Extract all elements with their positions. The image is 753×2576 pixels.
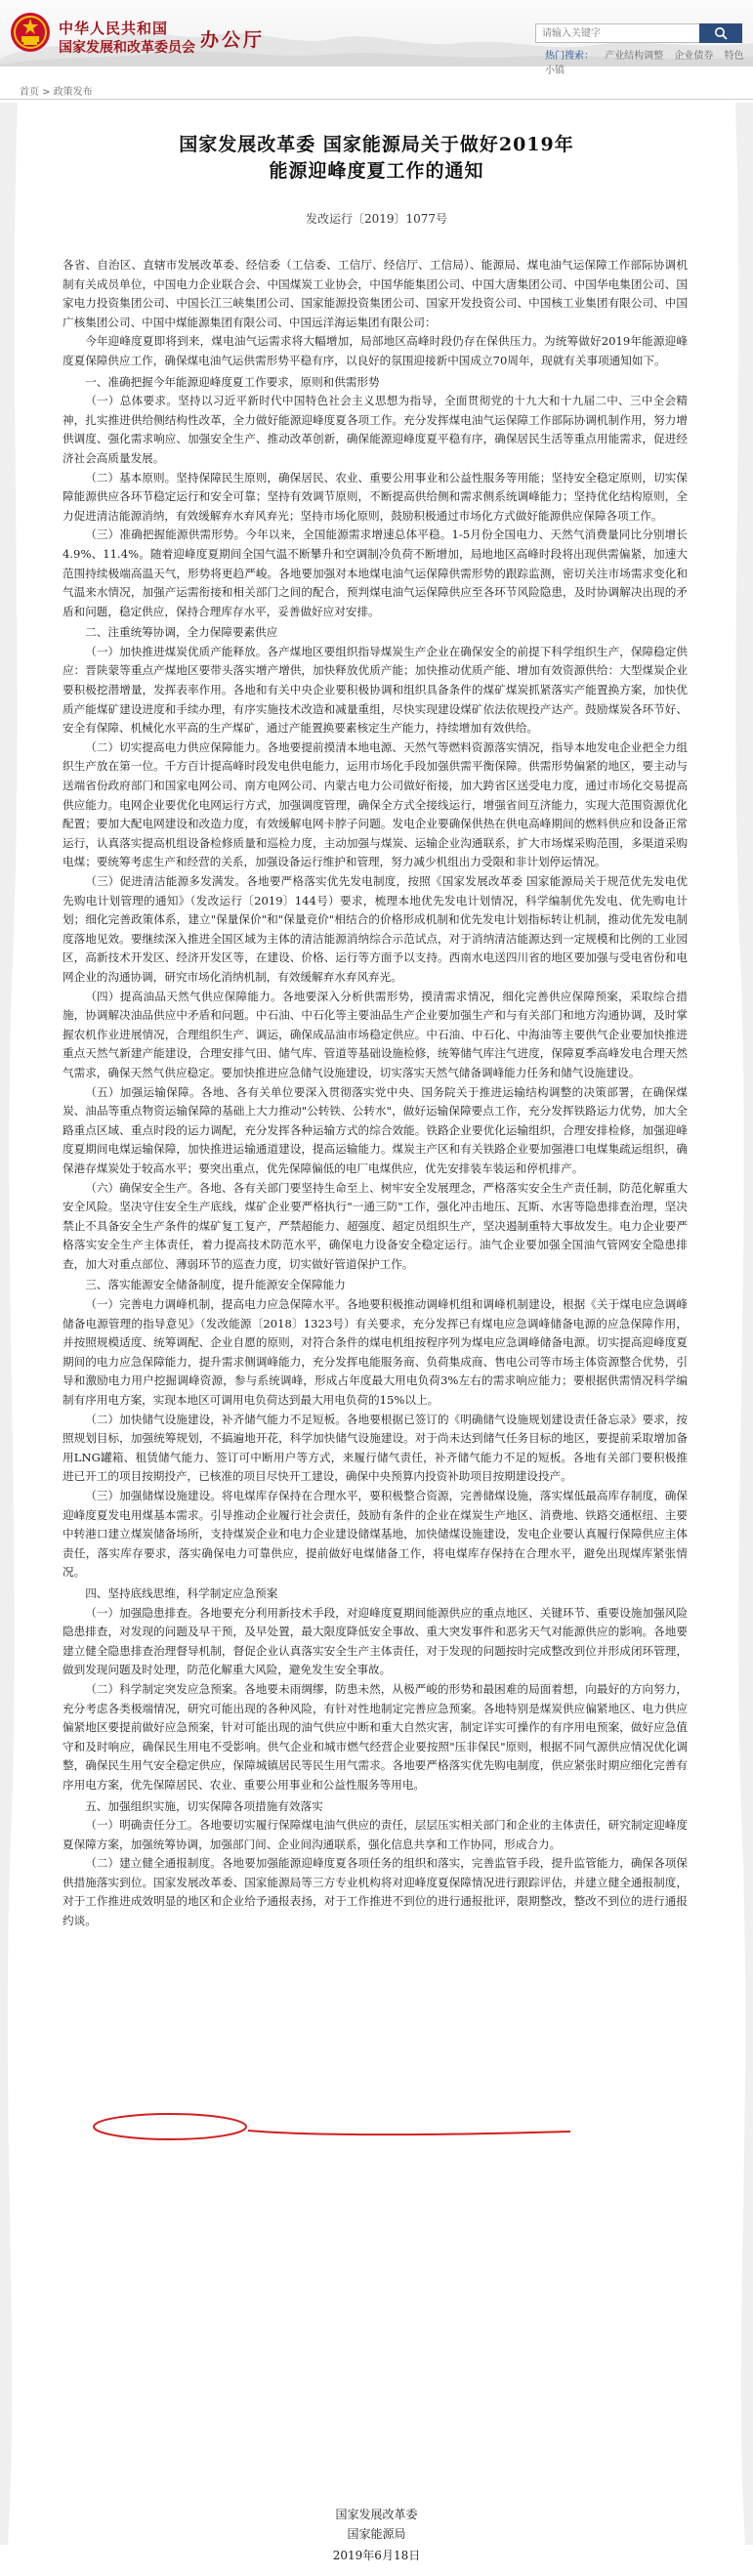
body-paragraph: （一）加强隐患排查。各地要充分利用新技术手段，对迎峰度夏期间能源供应的重点地区、关键环节、重要设施加强风险隐患排查，对发现的问题及早干预，及早处置，最大限度降低安全事故、重大突发事件和恶劣天气对能源供应的影响。各地要建立健全隐患排查治理督导机制，督促企业认真落实安全生产主体责任，对于发现的问题按时完成整改到位并形成闭环管理，做到发现问题及时处理，防范化解重大风险，避免发生安全事故。 [63, 1605, 688, 1677]
search-button[interactable] [699, 23, 742, 43]
search-icon [714, 26, 728, 40]
ink-border-left-decoration [0, 103, 39, 2545]
body-paragraph: （四）提高油品天然气供应保障能力。各地要深入分析供需形势，摸清需求情况，细化完善供应保障预案，采取综合措施，协调解决油品供应中矛盾和问题。中石油、中石化等主要油品生产企业要加强生产和与有关部门和地方沟通协调，及时掌握农机作业进展情况，合理组织生产、调运，确保成品油市场稳定供应。中石油、中石化、中海油等主要供气企业要加快推进重点天然气新建产能建设，合理安排气田、储气库、管道等基础设施检修，统筹储气库注气进度，保障夏季高峰发电合理天然气需求，确保天然气供应稳定。要加快推进应急储气设施建设，切实落实天然气储备调峰能力任务和储气设施建设。 [63, 989, 688, 1079]
office-label: 办公厅 [200, 29, 266, 51]
search-input[interactable] [535, 23, 713, 43]
body-paragraph: （二）基本原则。坚持保障民生原则，确保居民、农业、重要公用事业和公益性服务等用能；坚持安全稳定原则，切实保障能源供应各环节稳定运行和安全可靠；坚持有效调节原则，不断提高供给侧和需求侧系统调峰能力；坚持优化结构原则，全力促进清洁能源消纳，有效缓解弃水弃风弃光；坚持市场化原则，鼓励积极通过市场化方式做好能源供应保障各项工作。 [63, 470, 688, 523]
hot-search-label: 热门搜索： [545, 51, 594, 62]
section-heading: 三、落实能源安全储备制度，提升能源安全保障能力 [85, 1278, 346, 1292]
body-paragraph: （二）切实提高电力供应保障能力。各地要提前摸清本地电源、天然气等燃料资源落实情况，指导本地发电企业把全力组织生产放在第一位。千方百计提高峰时段发电供电能力，运用市场化手段加强供需平衡保障。供需形势偏紧的地区，要主动与送端省份政府部门和国家电网公司、南方电网公司、内蒙古电力公司做好衔接，加大跨省区送受电力度，通过市场化交易提高供应能力。电网企业要优化电网运行方式，加强调度管理，确保全方式全接线运行，增强省间互济能力，实现大范围资源优化配置；要加大配电网建设和改造力度，有效缓解电网卡脖子问题。发电企业要确保供热在供电高峰期间的燃料供应和设备正常运行，认真落实提高机组设备检修质量和巡检力度，主动加强与煤炭、运输企业沟通联系，扩大市场煤采购范围，多渠道采购电煤；要统筹考虑生产和经营的关系，加强设备运行维护和管理，努力减少机组出力受限和非计划停运情况。 [63, 739, 688, 869]
body-paragraph: 今年迎峰度夏即将到来，煤电油气运需求将大幅增加，局部地区高峰时段仍存在保供压力。为统筹做好2019年能源迎峰度夏保障供应工作，确保煤电油气运供需形势平稳有序，以良好的氛围迎接新中国成立70周年，现就有关事项通知如下。 [63, 334, 688, 367]
body-paragraph: （三）加强储煤设施建设。将电煤库存保持在合理水平，要积极整合资源，完善储煤设施，落实煤低最高库存制度，确保迎峰度夏发电用煤基本需求。引导推动企业履行社会责任，鼓励有条件的企业在煤炭生产地区、消费地、铁路交通枢纽、主要中转港口建立煤炭储备场所，支持煤炭企业和电力企业建设储煤基地，加快储煤设施建设，发电企业要认真履行保障供应主体责任，落实库存要求，落实确保电力可靠供应，提前做好电煤储备工作，将电煤库存保持在合理水平，避免出现煤库紧张情况。 [63, 1489, 688, 1580]
body-paragraph: （三）准确把握能源供需形势。今年以来，全国能源需求增速总体平稳。1-5月份全国电力、天然气消费量同比分别增长4.9%、11.4%。随着迎峰度夏期间全国气温不断攀升和空调制冷负荷不断增加，局地地区高峰时段将出现供需偏紧，加速大范围持续极端高温天气，形势将更趋严峻。各地要加强对本地煤电油气运保障供需形势的跟踪监测，密切关注市场需求变化和气温来水情况，加强产运需衔接和相关部门之间的配合，预判煤电油气运保障供应至各环节风险隐患，及时协调解决出现的矛盾和问题，稳定供应，保持合理库存水平，妥善做好应对安排。 [63, 528, 688, 618]
signature-date: 2019年6月18日 [332, 2549, 421, 2562]
section-heading: 二、注重统筹协调，全力保障要素供应 [85, 625, 278, 640]
site-header [0, 0, 753, 76]
org-name-line1: 中华人民共和国 [59, 20, 169, 37]
national-emblem-icon [10, 12, 51, 53]
hot-keyword-link[interactable]: 特色小镇 [545, 51, 744, 76]
body-paragraph: （一）加快推进煤炭优质产能释放。各产煤地区要组织指导煤炭生产企业在确保安全的前提下科学组织生产，保障稳定供应：晋陕蒙等重点产煤地区要带头落实增产增供，加快释放优质产能；加快推动优质产能、增加有效资源供给：大型煤炭企业要积极挖潜增量，发挥表率作用。各地和有关中央企业要积极协调和组织具备条件的煤矿煤炭抓紧落实产能置换方案，加快优质产能煤矿建设进度和手续办理，有序实施技术改造和减量重组，尽快实现建设煤矿依法依规投产达产。鼓励煤炭各环节好、安全有保障、机械化水平高的生产煤矿，通过产能置换要素核定生产能力，持续增加有效供给。 [63, 644, 688, 736]
body-paragraph: （五）加强运输保障。各地、各有关单位要深入贯彻落实党中央、国务院关于推进运输结构调整的决策部署，在确保煤炭、油品等重点物资运输保障的基础上大力推动"公转铁、公转水"，做好运输保障要点工作，充分发挥铁路运力优势，加大全路重点区域、重点时段的运力调配，充分发挥各种运输方式的综合效能。铁路企业要优化运输组织，合理安排检修，加强迎峰度夏期间电煤运输保障，加快推进运输通道建设，提高运输能力。煤炭主产区和有关铁路企业要加强港口电煤集疏运组织，确保港存煤炭处于较高水平；要突出重点，优先保障偏低的电厂电煤供应，优先安排装车装运和停机排产。 [63, 1084, 688, 1175]
body-paragraph: （二）建立健全通报制度。各地要加强能源迎峰度夏各项任务的组织和落实，完善监管手段，提升监管能力，确保各项保供措施落实到位。国家发展改革委、国家能源局等三方专业机构将对迎峰度夏保障情况进行跟踪评估，并建立健全通报制度，对于工作推进成效明显的地区和企业给予通报表扬，对于工作推进不到位的进行通报批评，限期整改，整改不到位的进行通报约谈。 [63, 1856, 688, 1928]
red-handwritten-underline-annotation [63, 2105, 609, 2144]
body-paragraph: （三）促进清洁能源多发满发。各地要严格落实优先发电制度，按照《国家发展改革委 国家能源局关于规范优先发电优先购电计划管理的通知》（发改运行〔2019〕144号）要求，梳理本地优先发电计划情况，科学编制优先发电、优先购电计划；细化完善政策体系，建立"保量保价"和"保量竞价"相结合的价格形成机制和优先发电计划指标转让机制，推动优先发电制度落地见效。要继续深入推进全国区域为主体的清洁能源消纳综合示范试点，对于消纳清洁能源达到一定规模和比例的工业园区，高新技术开发区、经济开发区等，在建设、价格、运行等方面予以支持。西南水电送四川省的地区要加强与受电省份和电网企业的沟通协调，研究市场化消纳机制，有效缓解弃水弃风弃光。 [63, 874, 688, 984]
hot-keyword-link[interactable]: 企业债券 [674, 51, 714, 62]
body-paragraph: （二）科学制定突发应急预案。各地要未雨绸缪，防患未然，从极严峻的形势和最困难的局面着想，向最好的方向努力，充分考虑各类极端情况，研究可能出现的各种风险，有针对性地制定完善应急预案。各地特别是煤炭供应偏紧地区、电力供应偏紧地区要提前做好应急预案，针对可能出现的油气供应中断和重大自然灾害，制定详实可操作的有序用电预案，做好应急值守和及时响应，确保民生用电不受影响。供气企业和城市燃气经营企业要按照"压非保民"原则，根据不同气源供应情况优化调整，确保民生用气安全稳定供应，保障城镇居民等民生用气需求。各地要严格落实优先购电制度，供应紧张时期应细化完善有序用电方案，优先保障居民、农业、重要公用事业和公益性服务等用电。 [63, 1681, 688, 1792]
body-paragraph: （一）完善电力调峰机制，提高电力应急保障水平。各地要积极推动调峰机组和调峰机制建设，根据《关于煤电应急调峰储备电源管理的指导意见》（发改能源〔2018〕1323号）有关要求，充分发挥已有煤电应急调峰储备电源的应急保障作用，并按照规模适度、统筹调配、企业自愿的原则，对符合条件的煤电机组按程序列为煤电应急调峰储备电源。切实提高迎峰度夏期间的电力应急保障能力，提升需求侧调峰能力，充分发挥电能服务商、负荷集成商、售电公司等市场主体资源整合优势，引导和激励电力用户挖掘调峰资源，参与系统调峰，形成占年度最大用电负荷3%左右的需求响应能力；要根据供需情况科学编制有序用电方案，实现本地区可调用电负荷达到最大用电负荷的15%以上。 [63, 1297, 688, 1408]
body-paragraph: （一）明确责任分工。各地要切实履行保障煤电油气供应的责任，层层压实相关部门和企业的主体责任，研究制定迎峰度夏保障方案，加强统筹协调，加强部门间、企业间沟通联系，强化信息共享和工作协同，形成合力。 [63, 1818, 688, 1851]
body-paragraph: 各省、自治区、直辖市发展改革委、经信委（工信委、工信厅、经信厅、工信局）、能源局、煤电油气运保障工作部际协调机制有关成员单位，中国电力企业联合会、中国煤炭工业协会，中国华能集团公司、中国大唐集团公司、中国华电集团公司、国家电力投资集团公司、中国长江三峡集团公司、国家能源投资集团公司、国家开发投资公司、中国核工业集团有限公司、中国广核集团公司、中国中煤能源集团有限公司、中国远洋海运集团有限公司： [63, 258, 688, 329]
breadcrumb[interactable]: 首页 > 政策发布 [20, 87, 93, 98]
ink-border-right-decoration [714, 103, 753, 2545]
header-divider [0, 99, 753, 100]
doc-title-line2: 能源迎峰度夏工作的通知 [269, 160, 484, 182]
doc-body [63, 256, 688, 1931]
org-name-line2: 国家发展和改革委员会 [59, 40, 195, 56]
body-paragraph: （一）总体要求。坚持以习近平新时代中国特色社会主义思想为指导，全面贯彻党的十九大和十九届二中、三中全会精神，扎实推进供给侧结构性改革，全力做好能源迎峰度夏各项工作。充分发挥煤电油气运保障工作部际协调机制作用，努力增供调度、强化需求响应、加强安全生产、推动改革创新，确保能源迎峰度夏平稳有序，确保居民生活等重点用能需求，促进经济社会高质量发展。 [63, 394, 688, 465]
section-heading: 四、坚持底线思维，科学制定应急预案 [85, 1585, 278, 1600]
body-paragraph: （二）加快储气设施建设，补齐储气能力不足短板。各地要根据已签订的《明确储气设施规划建设责任备忘录》要求，按照规划目标，加强统筹规划，不搞遍地开花，科学加快储气设施建设。对于尚未达到储气任务目标的地区，要提前采取增加备用LNG罐箱、租赁储气能力、签订可中断用户等方式，来履行储气责任，补齐储气能力不足的短板。各地有关部门要积极推进已开工的项目按期投产，已核准的项目尽快开工建设，确保中央预算内投资补助项目按期建设投产。 [63, 1412, 688, 1484]
signature-line2: 国家能源局 [347, 2527, 406, 2541]
signature-line1: 国家发展改革委 [335, 2508, 418, 2521]
hot-search [545, 47, 753, 76]
section-heading: 五、加强组织实施，切实保障各项措施有效落实 [85, 1798, 323, 1813]
body-paragraph: （六）确保安全生产。各地、各有关部门要坚持生命至上、树牢安全发展理念，严格落实安全生产责任制，防范化解重大安全风险。坚决守住安全生产底线，煤矿企业要严格执行"一通三防"工作，强化冲击地压、瓦斯、水害等隐患排查治理，坚决禁止不具备安全生产条件的煤矿复工复产，严禁超能力、超强度、超定员组织生产，坚决遏制重特大事故发生。电力企业要严格落实安全生产主体责任，着力提高技术防范水平，确保电力设备安全稳定运行。油气企业要加强全国油气管网安全隐患排查，加大对重点部位、薄弱环节的巡查力度，切实做好管道保护工作。 [63, 1180, 688, 1271]
hot-keyword-link[interactable]: 产业结构调整 [605, 51, 664, 62]
doc-title-line1: 国家发展改革委 国家能源局关于做好2019年 [179, 134, 574, 155]
doc-number: 发改运行〔2019〕1077号 [305, 212, 448, 226]
section-heading: 一、准确把握今年能源迎峰度夏工作要求，原则和供需形势 [85, 374, 380, 389]
article-area [0, 103, 753, 2576]
